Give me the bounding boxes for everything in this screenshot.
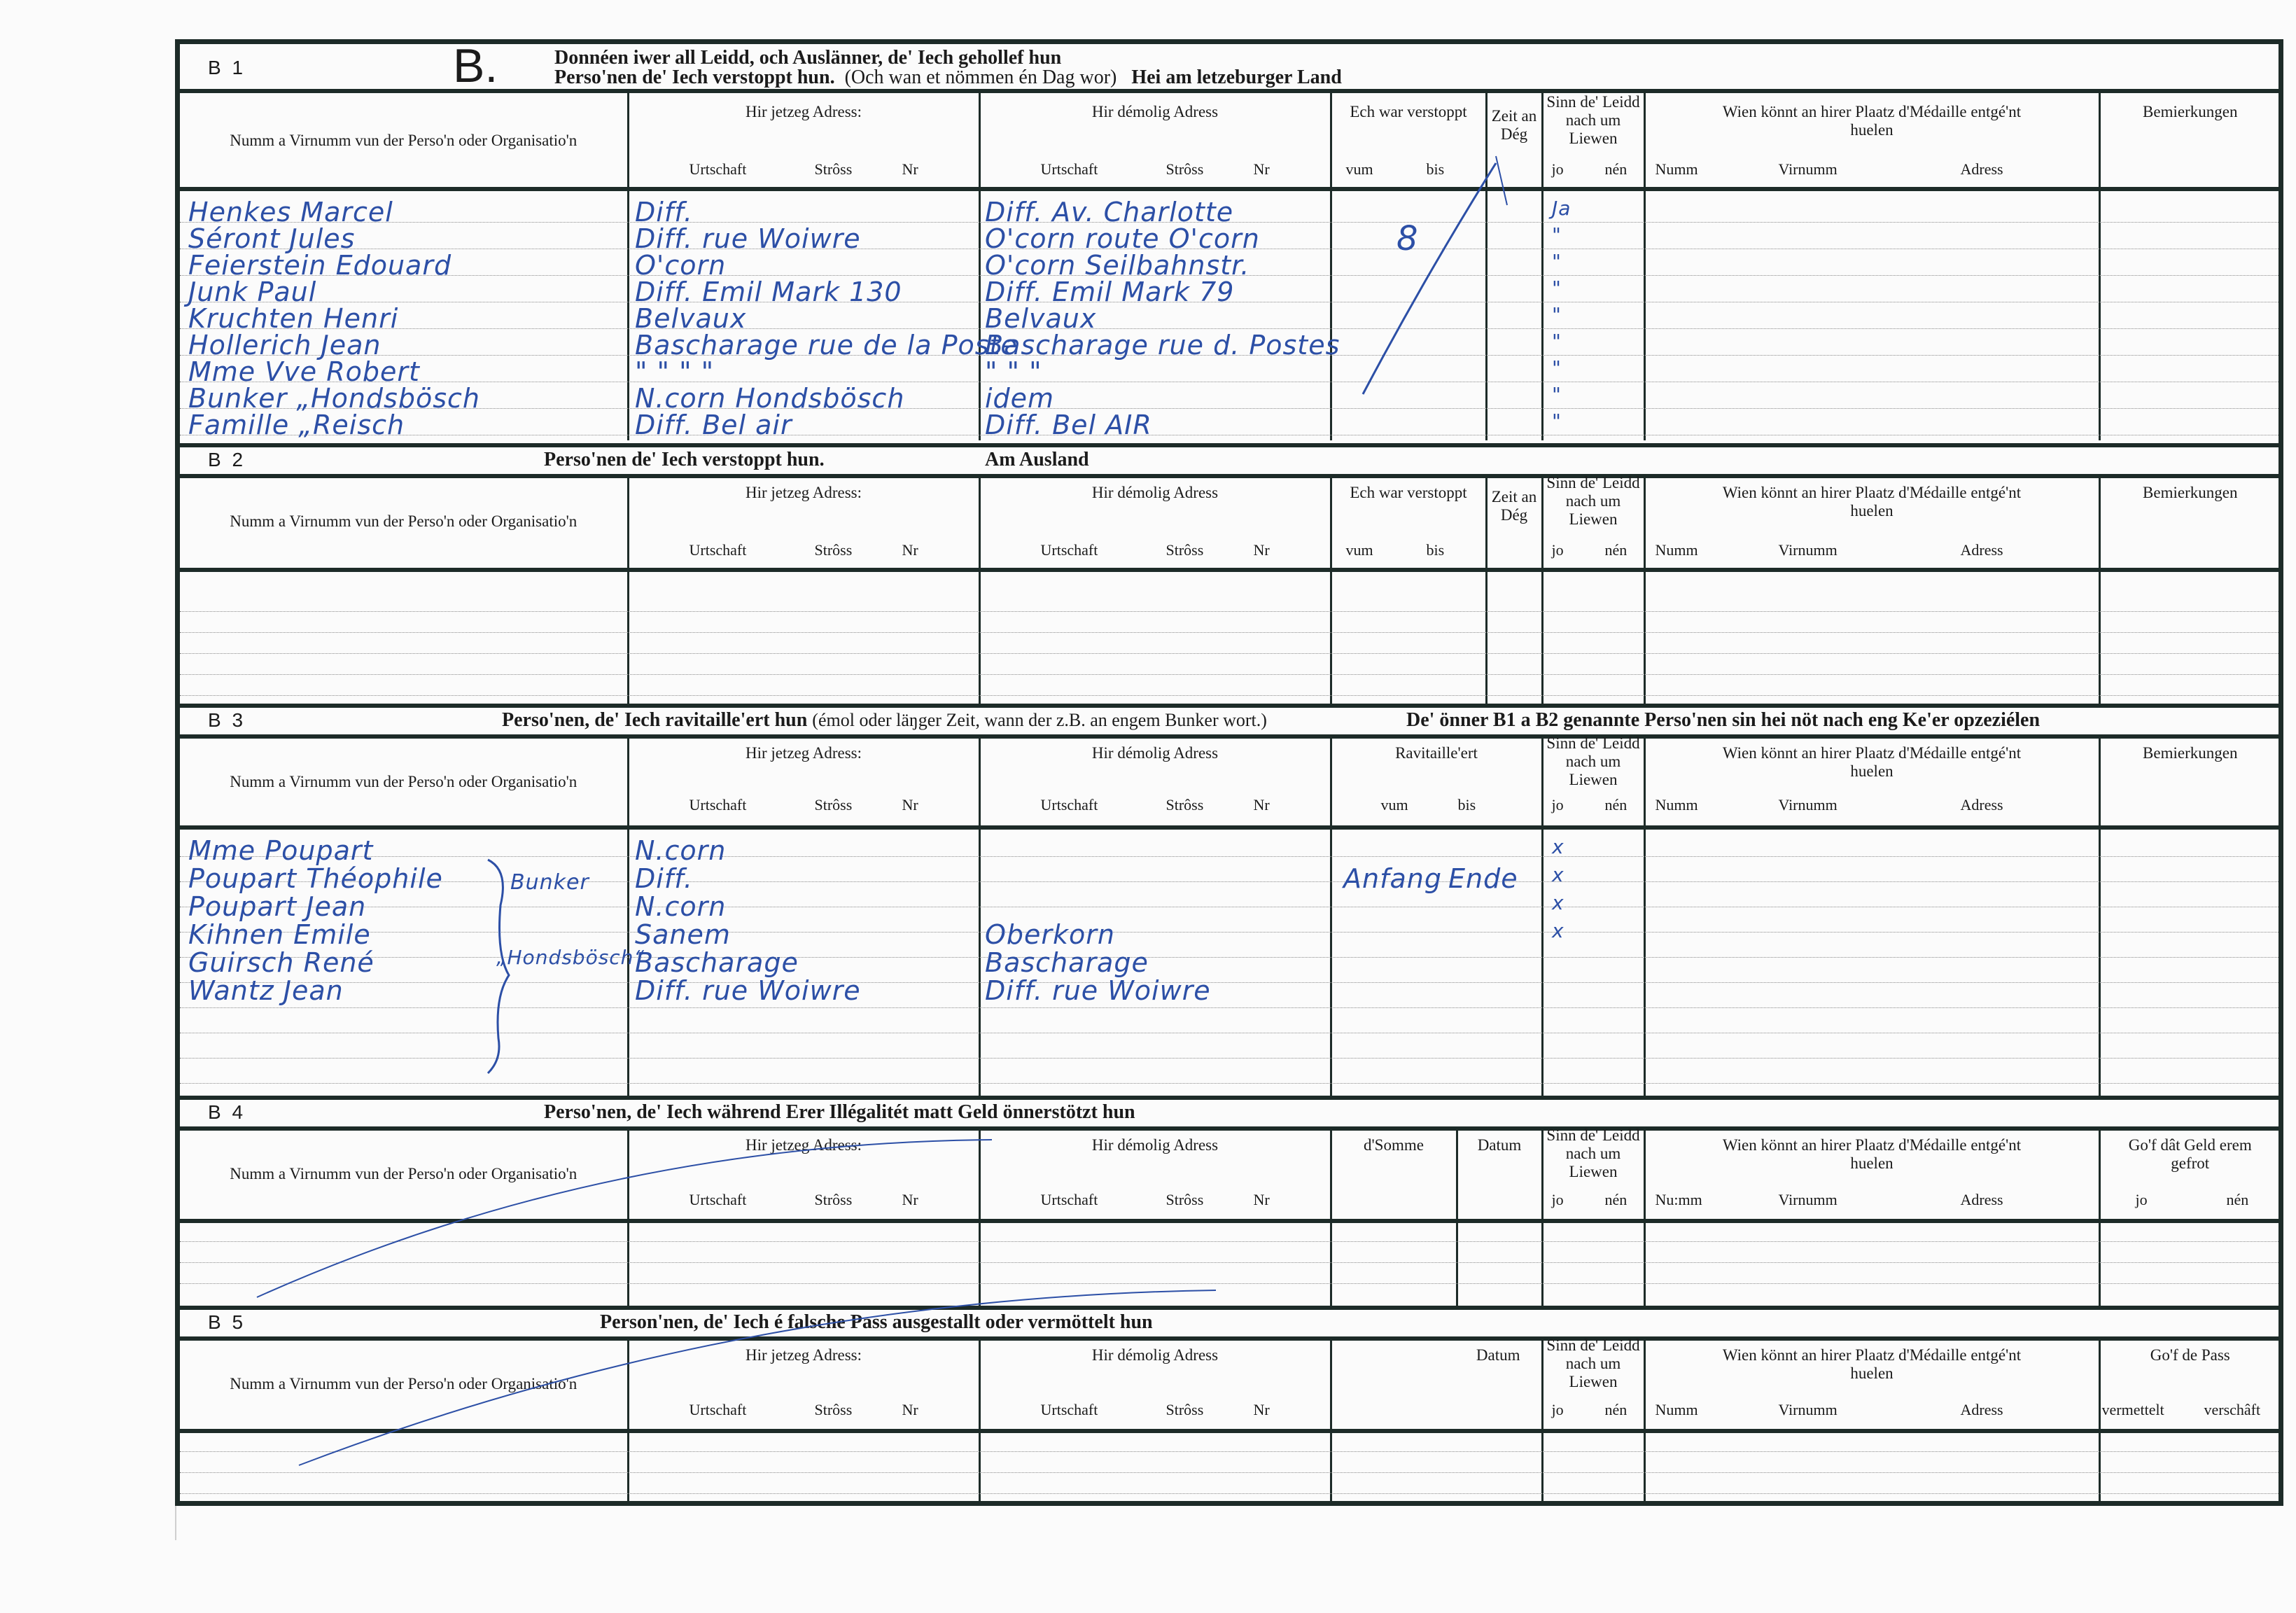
col-header-money-back: Go'f dât Geld erem gefrot jo nén: [2128, 1136, 2252, 1208]
section-title: Perso'nen, de' Iech ravitaille'ert hun (émol oder läŋger Zeit, wann der z.B. an engem Bunker wort.): [502, 709, 1267, 731]
b1-row-name-2: Séront Jules: [188, 223, 356, 254]
col-header-days: Zeit an Dég: [1486, 474, 1542, 572]
b1-row-now-6: Bascharage rue de la Poste: [635, 330, 1018, 361]
b3-row-now-5: Bascharage: [635, 947, 799, 978]
col-header-date: Datum: [1457, 1126, 1542, 1222]
b3-brace-note-place: „Hondsbösch“: [496, 946, 645, 969]
col-header-remarks: Bemierkungen: [2143, 103, 2238, 120]
b3-row-jo-1: x: [1552, 835, 1564, 858]
b3-brace-note-bunker: Bunker: [510, 870, 589, 895]
b3-row-jo-3: x: [1552, 891, 1564, 914]
b3-row-now-2: Diff.: [635, 863, 693, 894]
b3-row-name-6: Wantz Jean: [188, 975, 344, 1006]
b1-row-now-7: " " " ": [635, 356, 715, 387]
b3-row-now-6: Diff. rue Woiwre: [635, 975, 861, 1006]
col-header-medal: Wien könnt an hirer Plaatz d'Médaille entgé'nt huelen Numm Virnumm Adress: [1644, 734, 2099, 827]
col-header-medal: Wien könnt an hirer Plaatz d'Médaille entgé'nt huelen Numm Virnumm Adress: [1644, 1336, 2099, 1432]
b1-row-jo-4: ": [1552, 277, 1562, 300]
col-header-addr-now: Hir jetzeg Adress: Urtschaft Strôss Nr: [628, 734, 979, 827]
col-header-remarks: Bemierkungen: [2143, 484, 2238, 501]
b3-row-then-5: Bascharage: [985, 947, 1149, 978]
b1-hidden-from-mark: 8: [1396, 219, 1419, 258]
b3-row-name-1: Mme Poupart: [188, 835, 374, 866]
b1-row-jo-3: ": [1552, 250, 1562, 273]
col-header-name: Numm a Virnumm vun der Perso'n oder Organisatio'n: [180, 474, 628, 572]
col-header-hidden: Ech war verstoppt vum bis: [1331, 93, 1486, 191]
b1-row-jo-5: ": [1552, 303, 1562, 326]
b1-row-name-1: Henkes Marcel: [188, 197, 393, 228]
b1-row-name-3: Feierstein Edouard: [188, 250, 452, 281]
b3-row-then-4: Oberkorn: [985, 919, 1115, 950]
col-header-addr-then: Hir démolig Adress Urtschaft Strôss Nr: [979, 734, 1331, 827]
col-header-addr-now: Hir jetzeg Adress: Urtschaft Strôss Nr: [628, 93, 979, 191]
b3-row-jo-4: x: [1552, 919, 1564, 942]
b1-row-name-8: Bunker „Hondsbösch: [188, 383, 480, 414]
section-title-line2: Perso'nen de' Iech verstoppt hun. (Och wan et nömmen én Dag wor) Hei am letzeburger Land: [554, 67, 1342, 88]
section-letter: B.: [453, 39, 498, 92]
b1-row-now-5: Belvaux: [635, 303, 747, 334]
b3-row-name-4: Kihnen Emile: [188, 919, 371, 950]
b1-row-then-2: O'corn route O'corn: [985, 223, 1260, 254]
b1-row-jo-8: ": [1552, 383, 1562, 406]
b1-row-now-1: Diff.: [635, 197, 693, 228]
b1-row-jo-9: ": [1552, 410, 1562, 433]
section-code: B 3: [208, 709, 246, 731]
col-header-addr-then: Hir démolig Adress Urtschaft Strôss Nr: [979, 474, 1331, 572]
col-header-hidden: Ech war verstoppt vum bis: [1331, 474, 1486, 572]
col-header-addr-now: Hir jetzeg Adress: Urtschaft Strôss Nr: [628, 1336, 979, 1432]
section-title-right: Am Ausland: [985, 449, 1089, 470]
col-header-medal: Wien könnt an hirer Plaatz d'Médaille entgé'nt huelen Numm Virnumm Adress: [1644, 474, 2099, 572]
section-title: Perso'nen de' Iech verstoppt hun.: [544, 449, 825, 470]
col-header-medal: Wien könnt an hirer Plaatz d'Médaille entgé'nt huelen Nu:mm Virnumm Adress: [1644, 1126, 2099, 1222]
b3-row-name-5: Guirsch René: [188, 947, 374, 978]
col-header-dead: Sinn de' Leidd nach um Liewen jo nén: [1542, 1126, 1644, 1222]
b1-row-now-2: Diff. rue Woiwre: [635, 223, 861, 254]
col-header-addr-then: Hir démolig Adress Urtschaft Strôss Nr: [979, 1336, 1331, 1432]
b1-row-jo-7: ": [1552, 356, 1562, 379]
b1-row-then-4: Diff. Emil Mark 79: [985, 277, 1235, 307]
col-header-sum: d'Somme: [1331, 1126, 1457, 1222]
b1-row-name-9: Famille „Reisch: [188, 410, 405, 440]
b3-row-name-2: Poupart Théophile: [188, 863, 443, 894]
b1-row-now-3: O'corn: [635, 250, 727, 281]
section-title: Perso'nen, de' Iech während Erer Illégalitét matt Geld önnerstötzt hun: [544, 1101, 1135, 1123]
b1-row-then-9: Diff. Bel AIR: [985, 410, 1152, 440]
col-header-addr-then: Hir démolig Adress Urtschaft Strôss Nr: [979, 93, 1331, 191]
col-header-addr-now: Hir jetzeg Adress: Urtschaft Strôss Nr: [628, 474, 979, 572]
b1-row-now-8: N.corn Hondsbösch: [635, 383, 905, 414]
col-header-dead: Sinn de' Leidd nach um Liewen jo nén: [1542, 93, 1644, 191]
b1-row-jo-6: ": [1552, 330, 1562, 353]
col-header-dead: Sinn de' Leidd nach um Liewen jo nén: [1542, 1336, 1644, 1432]
b3-row-now-3: N.corn: [635, 891, 727, 922]
col-header-days: Zeit an Dég: [1486, 93, 1542, 191]
section-code: B 5: [208, 1311, 246, 1333]
b1-row-jo-2: ": [1552, 223, 1562, 246]
b1-row-name-4: Junk Paul: [188, 277, 317, 307]
col-header-passport: Go'f de Pass vermettelt verschâft: [2101, 1346, 2261, 1418]
b1-row-then-3: O'corn Seilbahnstr.: [985, 250, 1250, 281]
col-header-remarks: Bemierkungen: [2143, 744, 2238, 762]
col-header-name: Numm a Virnumm vun der Perso'n oder Organisatio'n: [180, 1126, 628, 1222]
col-header-dead: Sinn de' Leidd nach um Liewen jo nén: [1542, 474, 1644, 572]
section-title-line1: Donnéen iwer all Leidd, och Auslänner, de' Iech gehollef hun: [554, 47, 1062, 69]
section-code: B 4: [208, 1101, 246, 1123]
col-header-name: Numm a Virnumm vun der Perso'n oder Organisatio'n: [180, 93, 628, 191]
form-sheet: [175, 39, 2283, 1506]
section-title: Person'nen, de' Iech é falsche Pass ausgestallt oder vermöttelt hun: [600, 1311, 1153, 1333]
b1-row-then-1: Diff. Av. Charlotte: [985, 197, 1234, 228]
b3-row-now-4: Sanem: [635, 919, 731, 950]
b3-row-jo-2: x: [1552, 863, 1564, 886]
col-header-addr-now: Hir jetzeg Adress: Urtschaft Strôss Nr: [628, 1126, 979, 1222]
pen-strokes: [180, 44, 2280, 1500]
b3-row-name-3: Poupart Jean: [188, 891, 367, 922]
b3-supplied-from: Anfang: [1343, 863, 1442, 894]
b1-row-jo-1: Ja: [1552, 197, 1572, 220]
section-title-right: De' önner B1 a B2 genannte Perso'nen sin hei nöt nach eng Ke'er opzeziélen: [1406, 709, 2040, 731]
b1-row-name-6: Hollerich Jean: [188, 330, 382, 361]
col-header-medal: Wien könnt an hirer Plaatz d'Médaille entgé'nt huelen Numm Virnumm Adress: [1644, 93, 2099, 191]
b1-row-then-8: idem: [985, 383, 1055, 414]
b1-row-then-5: Belvaux: [985, 303, 1097, 334]
b1-row-then-7: " " ": [985, 356, 1042, 387]
col-header-dead: Sinn de' Leidd nach um Liewen jo nén: [1542, 734, 1644, 827]
b1-row-name-7: Mme Vve Robert: [188, 356, 420, 387]
b3-row-now-1: N.corn: [635, 835, 727, 866]
b3-row-then-6: Diff. rue Woiwre: [985, 975, 1211, 1006]
b1-row-now-4: Diff. Emil Mark 130: [635, 277, 902, 307]
col-header-name: Numm a Virnumm vun der Perso'n oder Organisatio'n: [180, 734, 628, 827]
b1-row-then-6: Bascharage rue d. Postes: [985, 330, 1340, 361]
b3-supplied-until: Ende: [1448, 863, 1518, 894]
col-header-name: Numm a Virnumm vun der Perso'n oder Organisatio'n: [180, 1336, 628, 1432]
col-header-date: Datum: [1331, 1336, 1542, 1432]
section-code: B 2: [208, 449, 246, 470]
b1-row-name-5: Kruchten Henri: [188, 303, 399, 334]
section-code: B 1: [208, 57, 246, 78]
col-header-supplied: Ravitaille'ert vum bis: [1331, 734, 1542, 827]
col-header-addr-then: Hir démolig Adress Urtschaft Strôss Nr: [979, 1126, 1331, 1222]
b1-row-now-9: Diff. Bel air: [635, 410, 792, 440]
